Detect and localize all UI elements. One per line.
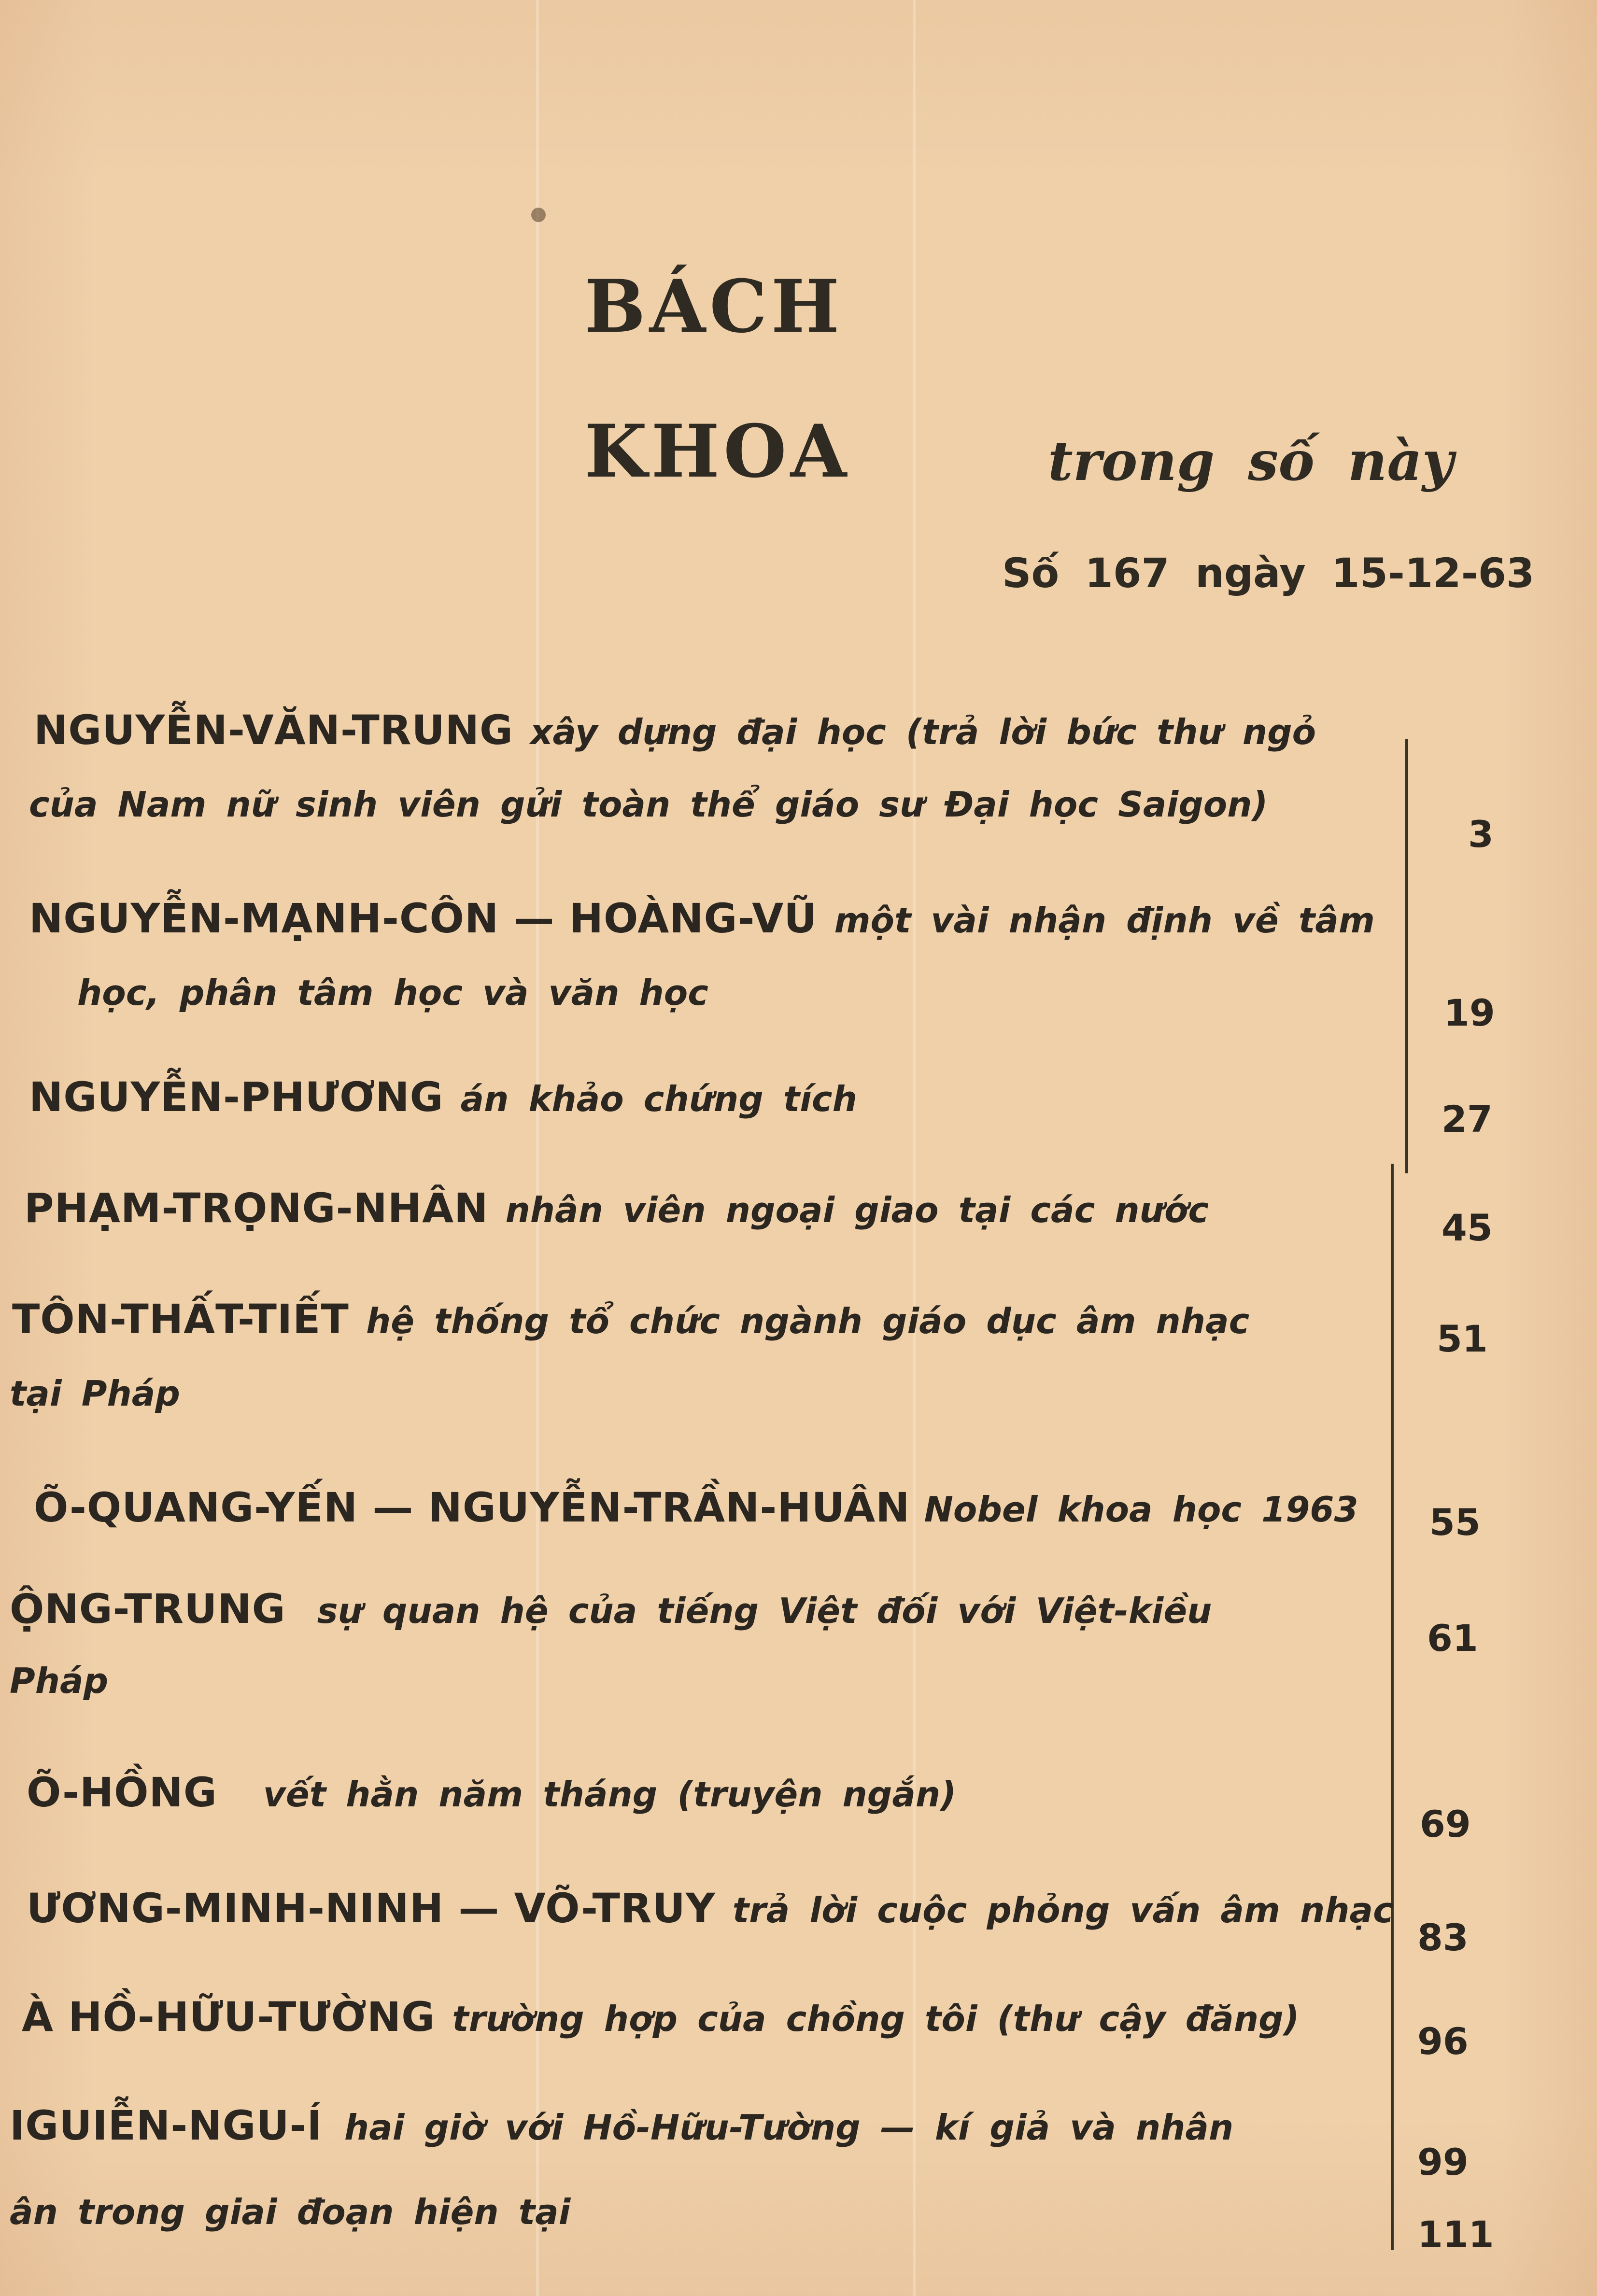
- toc-title-continued: ân trong giai đoạn hiện tại: [10, 2192, 571, 2232]
- toc-page-number: 51: [1437, 1317, 1488, 1360]
- toc-author: Õ-QUANG-YẾN — NGUYỄN-TRẦN-HUÂN: [34, 1484, 910, 1531]
- toc-author: ỘNG-TRUNG: [10, 1585, 286, 1633]
- fold-line: [913, 0, 916, 2296]
- toc-title: sự quan hệ của tiếng Việt đối với Việt-kiều: [317, 1591, 1212, 1631]
- toc-title: hệ thống tổ chức ngành giáo dục âm nhạc: [366, 1301, 1250, 1341]
- toc-title: trả lời cuộc phỏng vấn âm nhạc: [732, 1890, 1394, 1930]
- toc-title-continued: Pháp: [10, 1661, 109, 1701]
- toc-author: NGUYỄN-PHƯƠNG: [29, 1073, 444, 1121]
- ink-spot: [531, 208, 546, 222]
- toc-title: xây dựng đại học (trả lời bức thư ngỏ: [530, 712, 1316, 752]
- page-column-rule: [1391, 1164, 1394, 2250]
- toc-title: hai giờ với Hồ-Hữu-Tường — kí giả và nhân: [344, 2107, 1234, 2148]
- toc-page-number: 19: [1444, 991, 1495, 1034]
- toc-title: vết hằn năm tháng (truyện ngắn): [263, 1774, 957, 1815]
- toc-title: Nobel khoa học 1963: [924, 1489, 1358, 1530]
- toc-title: nhân viên ngoại giao tại các nước: [505, 1190, 1209, 1230]
- toc-title: trường hợp của chồng tôi (thư cậy đăng): [452, 1999, 1300, 2039]
- toc-author: À HỒ-HỮU-TƯỜNG: [22, 1993, 436, 2041]
- toc-author: Õ-HỒNG: [27, 1769, 217, 1816]
- toc-author: ƯƠNG-MINH-NINH — VÕ-TRUY: [27, 1885, 716, 1932]
- toc-title: án khảo chứng tích: [460, 1079, 857, 1119]
- toc-page-number: 61: [1427, 1617, 1478, 1660]
- masthead-title-line-1: BÁCH: [584, 264, 844, 349]
- toc-author: NGUYỄN-MẠNH-CÔN — HOÀNG-VŨ: [29, 895, 818, 942]
- toc-page-number: 99: [1417, 2141, 1469, 2183]
- toc-author: IGUIỄN-NGU-Í: [10, 2102, 323, 2149]
- issue-number-date: Số 167 ngày 15-12-63: [1002, 549, 1535, 597]
- toc-title-continued: học, phân tâm học và văn học: [77, 972, 708, 1013]
- masthead-title-line-2: KHOA: [584, 409, 851, 494]
- toc-author: TÔN-THẤT-TIẾT: [12, 1296, 349, 1343]
- toc-page-number: 3: [1468, 813, 1494, 856]
- toc-author: NGUYỄN-VĂN-TRUNG: [34, 706, 513, 754]
- toc-title: một vài nhận định về tâm: [834, 900, 1375, 941]
- toc-page-number: 69: [1420, 1803, 1471, 1845]
- fold-line: [536, 0, 539, 2296]
- toc-page-number: 55: [1429, 1501, 1481, 1544]
- toc-author: PHẠM-TRỌNG-NHÂN: [24, 1184, 489, 1232]
- toc-page-number: 45: [1442, 1206, 1493, 1249]
- toc-page-number: 111: [1417, 2213, 1494, 2256]
- page-column-rule: [1405, 739, 1408, 1173]
- toc-page-number: 96: [1417, 2020, 1469, 2063]
- toc-title-continued: của Nam nữ sinh viên gửi toàn thể giáo sư Đại học Saigon): [29, 784, 1268, 825]
- toc-title-continued: tại Pháp: [10, 1373, 180, 1414]
- masthead-subtitle: trong số này: [1048, 430, 1454, 493]
- toc-page-number: 27: [1442, 1098, 1493, 1141]
- toc-page-number: 83: [1417, 1916, 1469, 1959]
